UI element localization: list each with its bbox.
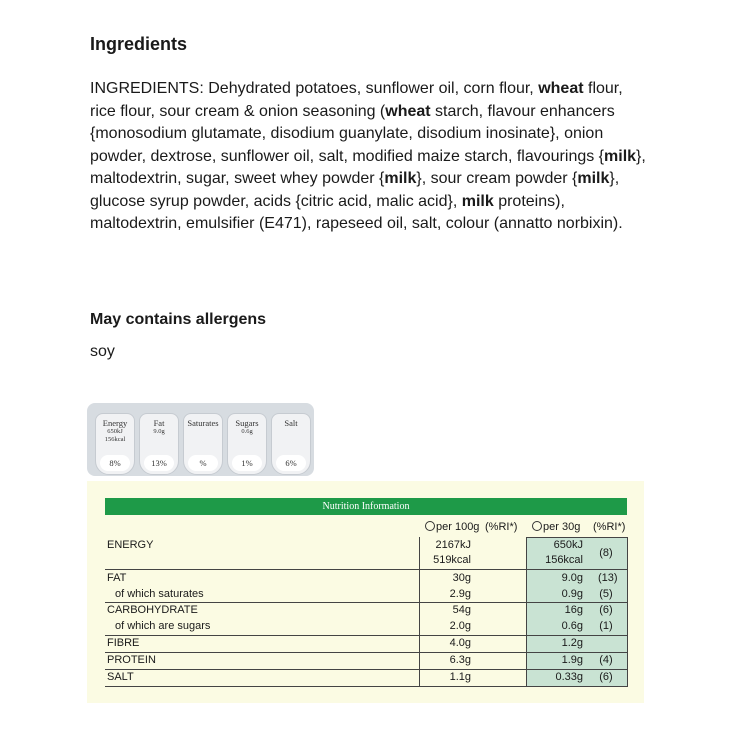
- row-divider: [105, 602, 628, 603]
- row-divider: [105, 686, 628, 687]
- gda-pct: 13%: [144, 455, 174, 471]
- cell-v30: 156kcal: [545, 554, 583, 566]
- gda-pct: %: [188, 455, 218, 471]
- per-100g-header: per 100g: [425, 521, 479, 533]
- cell-ri: (1): [599, 620, 613, 632]
- ingredients-segment: }, sour cream powder {: [416, 170, 578, 187]
- cell-label: PROTEIN: [107, 654, 156, 666]
- gda-name: Salt: [284, 418, 298, 428]
- traffic-light-label: [87, 403, 314, 476]
- cell-label: SALT: [107, 671, 134, 683]
- cell-ri: (4): [599, 654, 613, 666]
- ingredients-segment: INGREDIENTS: Dehydrated potatoes, sunflower oil, corn flour,: [90, 80, 539, 97]
- cell-v100: 2167kJ: [435, 539, 471, 551]
- cell-v30: 16g: [564, 604, 583, 616]
- cell-v30: 9.0g: [561, 572, 583, 584]
- allergen-highlight: milk: [461, 192, 494, 210]
- gda-pct: 6%: [276, 455, 306, 471]
- cell-v30: 1.2g: [561, 637, 583, 649]
- cell-label: CARBOHYDRATE: [107, 604, 198, 616]
- cell-v100: 1.1g: [449, 671, 471, 683]
- row-divider: [105, 669, 628, 670]
- ri-header-1: (%RI*): [485, 521, 518, 533]
- cell-ri: (6): [599, 671, 613, 683]
- gda-name: Fat: [153, 418, 165, 428]
- ingredients-segment: proteins), maltodextrin, emulsifier (E471), rapeseed oil, salt, colour (annatto norbixin).: [90, 192, 623, 232]
- cell-v30: 1.9g: [561, 654, 583, 666]
- nutrition-panel: [87, 481, 644, 703]
- ingredients-segment: starch, flavour enhancers {monosodium glutamate, disodium guanylate, disodium inosinate}, onion powder, dextrose, sunflower oil, salt, modified maize starch, flavourings {: [90, 102, 615, 165]
- gda-name: Energy: [102, 418, 128, 428]
- gda-pct: 1%: [232, 455, 262, 471]
- gda-cell-sugars: [227, 413, 267, 475]
- gda-sub1: 9.0g: [153, 428, 165, 435]
- cell-label: FIBRE: [107, 637, 140, 649]
- cell-v100: 2.9g: [449, 588, 471, 600]
- row-divider: [105, 652, 628, 653]
- ingredients-title: Ingredients: [90, 34, 188, 54]
- gda-sub1: 0.6g: [241, 428, 253, 435]
- cell-label: FAT: [107, 572, 127, 584]
- cell-v30: 650kJ: [553, 539, 583, 551]
- row-divider: [105, 635, 628, 636]
- gda-name: Saturates: [187, 418, 219, 428]
- ri-header-2: (%RI*): [593, 521, 626, 533]
- gda-sub1: 650kJ: [107, 428, 123, 435]
- cell-v100: 2.0g: [449, 620, 471, 632]
- gda-cell-fat: [139, 413, 179, 475]
- gda-pct: 8%: [100, 455, 130, 471]
- gda-cell-saturates: [183, 413, 223, 475]
- cell-v30: 0.9g: [561, 588, 583, 600]
- cell-v100: 6.3g: [449, 654, 471, 666]
- allergen-highlight: wheat: [385, 102, 431, 120]
- gda-sub2: 156kcal: [104, 436, 126, 443]
- cell-ri: (13): [598, 572, 618, 584]
- ingredients-segment: flour, rice flour, sour cream & onion seasoning (: [90, 80, 623, 120]
- cell-ri: (8): [599, 547, 613, 559]
- cell-label: of which are sugars: [115, 620, 211, 632]
- cell-label: of which saturates: [115, 588, 204, 600]
- allergens-title: May contains allergens: [90, 311, 267, 328]
- cell-v100: 30g: [452, 572, 471, 584]
- allergens-value: soy: [90, 343, 115, 360]
- cell-ri: (6): [599, 604, 613, 616]
- ingredients-text: [90, 78, 650, 236]
- column-divider: [419, 537, 420, 687]
- cell-v100: 54g: [452, 604, 471, 616]
- cell-v30: 0.33g: [555, 671, 583, 683]
- nutrition-header: Nutrition Information: [105, 498, 627, 515]
- ingredients-segment: }, glucose syrup powder, acids {citric acid, malic acid},: [90, 170, 620, 210]
- allergen-highlight: milk: [577, 170, 610, 187]
- cell-v100: 4.0g: [449, 637, 471, 649]
- cell-ri: (5): [599, 588, 613, 600]
- per-30g-header: per 30g: [532, 521, 580, 533]
- gda-cell-salt: [271, 413, 311, 475]
- row-divider: [105, 569, 628, 570]
- ingredients-segment: }, maltodextrin, sugar, sweet whey powder {: [90, 147, 646, 187]
- allergen-highlight: milk: [384, 170, 417, 187]
- cell-v100: 519kcal: [433, 554, 471, 566]
- gda-cell-energy: [95, 413, 135, 475]
- allergen-highlight: wheat: [538, 80, 584, 97]
- gda-name: Sugars: [235, 418, 259, 428]
- cell-v30: 0.6g: [561, 620, 583, 632]
- cell-label: ENERGY: [107, 539, 154, 551]
- allergen-highlight: milk: [604, 147, 637, 165]
